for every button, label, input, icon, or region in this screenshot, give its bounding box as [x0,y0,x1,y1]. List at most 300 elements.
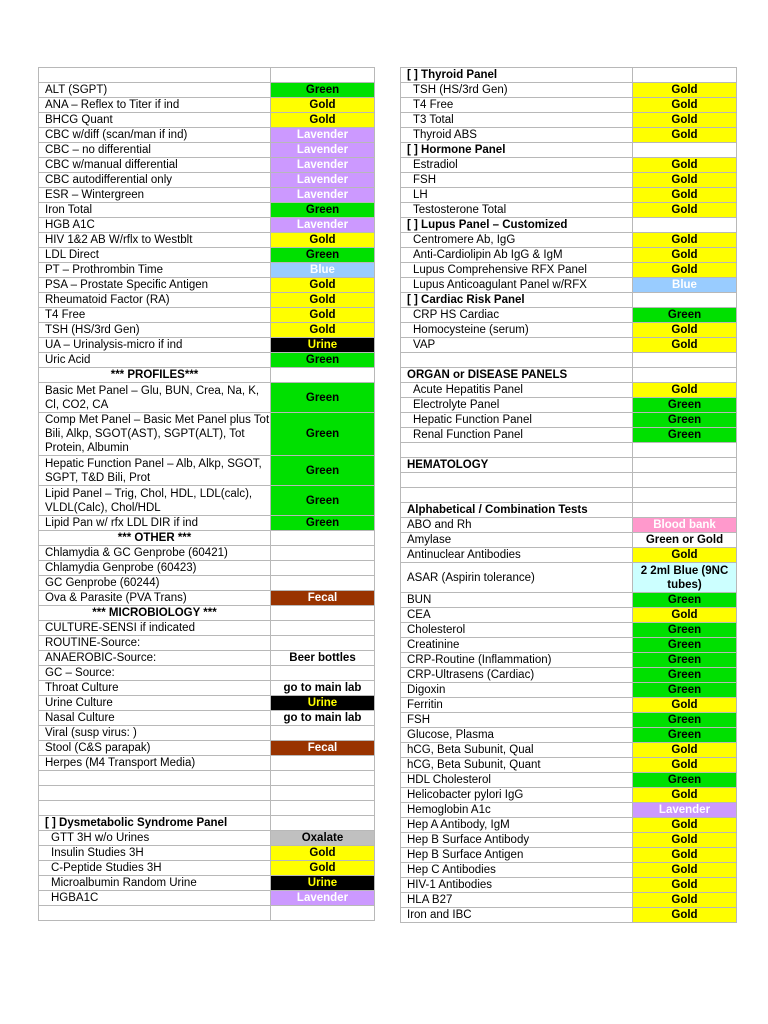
test-name: LDL Direct [39,248,271,263]
tube-color [633,458,737,473]
left-row [39,188,375,203]
right-row [401,248,737,263]
test-name: Amylase [401,533,633,548]
test-name [401,353,633,368]
test-name: Throat Culture [39,681,271,696]
right-row [401,98,737,113]
test-name: Testosterone Total [401,203,633,218]
right-row [401,878,737,893]
left-row [39,591,375,606]
tube-color: Green [633,728,737,743]
tube-color [271,771,375,786]
left-row [39,891,375,906]
left-row [39,68,375,83]
tube-color: Gold [633,98,737,113]
left-row [39,323,375,338]
right-row [401,263,737,278]
tube-color [633,443,737,458]
right-row [401,788,737,803]
tube-color: Fecal [271,591,375,606]
left-row [39,413,375,456]
test-name: ALT (SGPT) [39,83,271,98]
right-row [401,608,737,623]
right-row [401,728,737,743]
tube-color: Gold [633,848,737,863]
test-name: Renal Function Panel [401,428,633,443]
test-name: HLA B27 [401,893,633,908]
left-row [39,218,375,233]
test-name: HEMATOLOGY [401,458,633,473]
tube-color: Green [271,353,375,368]
right-row [401,683,737,698]
left-row [39,143,375,158]
left-row [39,158,375,173]
left-row [39,561,375,576]
tube-color: Oxalate [271,831,375,846]
tube-color: Green or Gold [633,533,737,548]
test-name: Comp Met Panel – Basic Met Panel plus Tot Bili, Alkp, SGOT(AST), SGPT(ALT), Tot Protein, Albumin [39,413,271,456]
test-name: Chlamydia Genprobe (60423) [39,561,271,576]
tube-color [271,68,375,83]
test-name: Basic Met Panel – Glu, BUN, Crea, Na, K, Cl, CO2, CA [39,383,271,413]
test-name: CRP-Ultrasens (Cardiac) [401,668,633,683]
test-name: CBC w/manual differential [39,158,271,173]
test-name: *** PROFILES*** [39,368,271,383]
tube-color [271,606,375,621]
tube-color [633,473,737,488]
right-row [401,158,737,173]
test-name: hCG, Beta Subunit, Quant [401,758,633,773]
tube-color [633,293,737,308]
left-row [39,861,375,876]
tube-color: Green [633,638,737,653]
right-row [401,308,737,323]
left-row [39,113,375,128]
test-name: Microalbumin Random Urine [39,876,271,891]
tube-color: Gold [633,758,737,773]
right-row [401,848,737,863]
right-row [401,398,737,413]
tube-color: Green [633,413,737,428]
tube-color [271,666,375,681]
tube-color: Gold [633,128,737,143]
tube-color [271,786,375,801]
right-row [401,758,737,773]
right-row [401,638,737,653]
test-name: PSA – Prostate Specific Antigen [39,278,271,293]
test-name [401,473,633,488]
tube-color: Gold [633,158,737,173]
tube-color: Green [633,593,737,608]
left-row [39,203,375,218]
left-row [39,293,375,308]
tube-color: Lavender [271,173,375,188]
test-name: FSH [401,713,633,728]
tube-color: Lavender [271,891,375,906]
test-name: TSH (HS/3rd Gen) [39,323,271,338]
test-name: ANA – Reflex to Titer if ind [39,98,271,113]
tube-color: Green [271,83,375,98]
right-row [401,203,737,218]
tube-color: Gold [633,113,737,128]
tube-color [271,621,375,636]
tube-color [271,368,375,383]
test-name: [ ] Dysmetabolic Syndrome Panel [39,816,271,831]
tube-color: go to main lab [271,711,375,726]
tube-color [633,503,737,518]
tube-color: Lavender [271,158,375,173]
test-name: Acute Hepatitis Panel [401,383,633,398]
right-row [401,518,737,533]
right-row [401,233,737,248]
left-row [39,801,375,816]
test-name: CRP-Routine (Inflammation) [401,653,633,668]
right-row [401,173,737,188]
left-row [39,263,375,278]
test-name: ANAEROBIC-Source: [39,651,271,666]
left-row [39,771,375,786]
left-row [39,531,375,546]
tube-color [271,531,375,546]
right-row [401,698,737,713]
tube-color: Green [633,653,737,668]
left-row [39,456,375,486]
tube-color [633,488,737,503]
test-name: *** OTHER *** [39,531,271,546]
tube-color: Gold [271,98,375,113]
tube-color [633,218,737,233]
right-row [401,338,737,353]
test-name: Electrolyte Panel [401,398,633,413]
left-row [39,516,375,531]
tube-color: Gold [633,608,737,623]
test-name: [ ] Hormone Panel [401,143,633,158]
test-name: [ ] Cardiac Risk Panel [401,293,633,308]
left-row [39,906,375,921]
test-name: HIV 1&2 AB W/rflx to Westblt [39,233,271,248]
test-name: Hepatic Function Panel [401,413,633,428]
tube-color: Green [633,713,737,728]
test-name: HIV-1 Antibodies [401,878,633,893]
tube-color: Green [271,203,375,218]
test-name: GC Genprobe (60244) [39,576,271,591]
right-row [401,623,737,638]
tube-color: Gold [633,833,737,848]
test-name: Creatinine [401,638,633,653]
tube-color: Green [633,308,737,323]
left-row [39,876,375,891]
tube-color: Gold [633,743,737,758]
tube-color [271,636,375,651]
test-name: ESR – Wintergreen [39,188,271,203]
right-row [401,368,737,383]
test-name: C-Peptide Studies 3H [39,861,271,876]
left-row [39,278,375,293]
tube-color: Gold [633,893,737,908]
test-name: HGB A1C [39,218,271,233]
tube-color: Gold [633,83,737,98]
test-name [39,906,271,921]
test-name: Hepatic Function Panel – Alb, Alkp, SGOT, SGPT, T&D Bili, Prot [39,456,271,486]
tube-color: Beer bottles [271,651,375,666]
tube-color: Green [271,486,375,516]
right-row [401,83,737,98]
tube-color: Gold [633,698,737,713]
right-row [401,278,737,293]
test-name: Rheumatoid Factor (RA) [39,293,271,308]
test-name: T3 Total [401,113,633,128]
left-row [39,816,375,831]
test-name: Stool (C&S parapak) [39,741,271,756]
right-row [401,413,737,428]
tube-color: Green [633,398,737,413]
tube-color: Gold [633,323,737,338]
right-row [401,653,737,668]
tube-color: Blue [271,263,375,278]
right-row [401,743,737,758]
right-row [401,908,737,923]
tube-color: Urine [271,876,375,891]
right-row [401,593,737,608]
right-row [401,383,737,398]
tube-color: Blood bank [633,518,737,533]
right-row [401,128,737,143]
test-name: CBC w/diff (scan/man if ind) [39,128,271,143]
tube-color: go to main lab [271,681,375,696]
test-name: TSH (HS/3rd Gen) [401,83,633,98]
right-row [401,473,737,488]
left-row [39,83,375,98]
tube-color: Gold [271,861,375,876]
test-name: BHCG Quant [39,113,271,128]
test-name: VAP [401,338,633,353]
tube-color: Green [633,428,737,443]
tube-color: Green [271,456,375,486]
right-row [401,818,737,833]
left-row [39,173,375,188]
right-row [401,773,737,788]
test-name: T4 Free [39,308,271,323]
tube-color: Gold [633,818,737,833]
tube-color: Green [271,516,375,531]
test-name: Insulin Studies 3H [39,846,271,861]
tube-color [271,816,375,831]
tube-color [633,368,737,383]
left-row [39,621,375,636]
tube-color: Green [633,773,737,788]
tube-color: Gold [633,248,737,263]
left-row [39,248,375,263]
test-name: Hep B Surface Antibody [401,833,633,848]
tube-color [271,561,375,576]
right-test-table [400,67,737,923]
right-row [401,68,737,83]
test-name: Centromere Ab, IgG [401,233,633,248]
test-name: HDL Cholesterol [401,773,633,788]
tube-color: Gold [271,846,375,861]
tube-color: Gold [633,233,737,248]
left-row [39,681,375,696]
tube-color: Gold [271,293,375,308]
left-row [39,353,375,368]
tube-color: Gold [271,323,375,338]
test-name: CULTURE-SENSI if indicated [39,621,271,636]
test-name: Lupus Anticoagulant Panel w/RFX [401,278,633,293]
test-name: Uric Acid [39,353,271,368]
left-row [39,576,375,591]
tube-color [633,143,737,158]
right-row [401,143,737,158]
left-row [39,606,375,621]
tube-color: Green [633,683,737,698]
right-row [401,443,737,458]
tube-color: Gold [633,263,737,278]
tube-color: Gold [271,113,375,128]
right-row [401,323,737,338]
right-row [401,668,737,683]
test-name: Estradiol [401,158,633,173]
tube-color: Gold [633,188,737,203]
right-row [401,803,737,818]
tube-color [271,756,375,771]
test-name: Viral (susp virus: ) [39,726,271,741]
tube-color: Lavender [271,188,375,203]
right-row [401,428,737,443]
test-name: Hep A Antibody, IgM [401,818,633,833]
test-name: [ ] Thyroid Panel [401,68,633,83]
test-name: Hep B Surface Antigen [401,848,633,863]
tube-color [633,353,737,368]
tube-color: Lavender [271,143,375,158]
test-name: GTT 3H w/o Urines [39,831,271,846]
left-row [39,546,375,561]
test-name: *** MICROBIOLOGY *** [39,606,271,621]
tube-color: Gold [633,908,737,923]
test-name: Hemoglobin A1c [401,803,633,818]
test-name: CEA [401,608,633,623]
tube-color: Gold [633,203,737,218]
right-row [401,353,737,368]
tube-color: Gold [633,338,737,353]
test-name: Nasal Culture [39,711,271,726]
tube-color: Blue [633,278,737,293]
tube-color: Gold [271,278,375,293]
tube-color: Gold [271,308,375,323]
right-row [401,833,737,848]
tube-color: Gold [271,233,375,248]
left-row [39,756,375,771]
test-name: Alphabetical / Combination Tests [401,503,633,518]
left-row [39,128,375,143]
test-name [39,801,271,816]
left-row [39,338,375,353]
left-row [39,98,375,113]
tube-color [271,906,375,921]
test-name [401,488,633,503]
test-name: Antinuclear Antibodies [401,548,633,563]
left-row [39,696,375,711]
test-name: Thyroid ABS [401,128,633,143]
tube-color: Green [633,623,737,638]
test-name: GC – Source: [39,666,271,681]
test-name: Chlamydia & GC Genprobe (60421) [39,546,271,561]
left-row [39,308,375,323]
tube-color: 2 2ml Blue (9NC tubes) [633,563,737,593]
test-name: Urine Culture [39,696,271,711]
tube-color: Gold [633,383,737,398]
test-name: Helicobacter pylori IgG [401,788,633,803]
tube-color: Gold [633,788,737,803]
tube-color [271,726,375,741]
test-name [39,68,271,83]
test-name: T4 Free [401,98,633,113]
test-name: Lipid Pan w/ rfx LDL DIR if ind [39,516,271,531]
left-row [39,846,375,861]
right-row [401,533,737,548]
left-row [39,831,375,846]
test-name: Herpes (M4 Transport Media) [39,756,271,771]
test-name: hCG, Beta Subunit, Qual [401,743,633,758]
test-name [39,771,271,786]
left-row [39,726,375,741]
right-row [401,503,737,518]
test-name: FSH [401,173,633,188]
right-row [401,563,737,593]
test-name: ABO and Rh [401,518,633,533]
test-name: Iron Total [39,203,271,218]
test-name: Iron and IBC [401,908,633,923]
left-row [39,741,375,756]
tube-color: Gold [633,878,737,893]
left-row [39,786,375,801]
tube-color [633,68,737,83]
right-row [401,458,737,473]
tube-color: Green [271,413,375,456]
test-name [401,443,633,458]
test-name: Lipid Panel – Trig, Chol, HDL, LDL(calc), VLDL(Calc), Chol/HDL [39,486,271,516]
right-row [401,893,737,908]
test-name: Hep C Antibodies [401,863,633,878]
left-row [39,486,375,516]
left-row [39,636,375,651]
test-name: Ferritin [401,698,633,713]
test-name: Lupus Comprehensive RFX Panel [401,263,633,278]
test-name: BUN [401,593,633,608]
test-name: PT – Prothrombin Time [39,263,271,278]
test-name: LH [401,188,633,203]
test-name: Anti-Cardiolipin Ab IgG & IgM [401,248,633,263]
tube-color: Green [271,383,375,413]
test-name: [ ] Lupus Panel – Customized [401,218,633,233]
test-name: CBC – no differential [39,143,271,158]
right-row [401,293,737,308]
right-row [401,218,737,233]
tube-color [271,801,375,816]
test-name: CRP HS Cardiac [401,308,633,323]
tube-color [271,576,375,591]
left-row [39,666,375,681]
right-row [401,863,737,878]
left-row [39,368,375,383]
left-row [39,651,375,666]
right-row [401,188,737,203]
tube-color: Urine [271,696,375,711]
test-name: Cholesterol [401,623,633,638]
tube-color: Lavender [271,128,375,143]
tube-color: Gold [633,548,737,563]
right-row [401,713,737,728]
right-row [401,488,737,503]
